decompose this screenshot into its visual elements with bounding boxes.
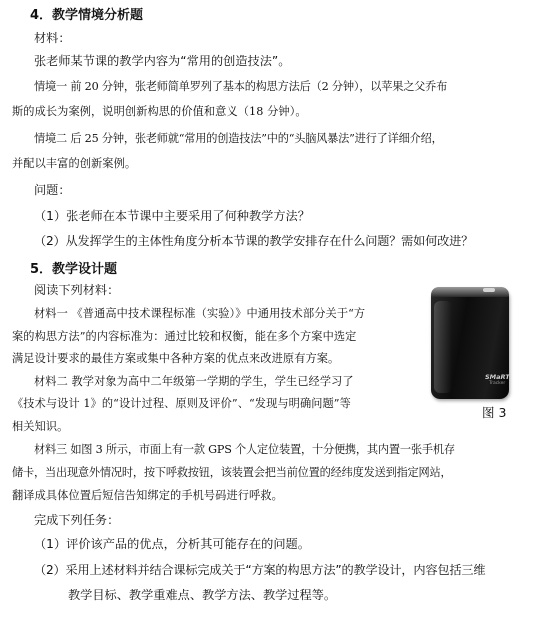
situation-1-line-2: 斯的成长为案例，说明创新构思的价值和意义（18 分钟）。 xyxy=(12,105,307,118)
read-label: 阅读下列材料： xyxy=(34,283,120,297)
gps-device-gloss xyxy=(434,301,452,393)
sos-button-icon xyxy=(483,288,495,292)
task-label: 完成下列任务： xyxy=(34,513,120,527)
material-3-line-3: 翻译成具体位置后短信告知绑定的手机号码进行呼救。 xyxy=(12,489,283,502)
task-2-line-1: （2）采用上述材料并结合课标完成关于“方案的构思方法”的教学设计，内容包括三维 xyxy=(34,563,486,577)
question-label: 问题： xyxy=(34,183,71,197)
material-3-line-1: 材料三 如图 3 所示，市面上有一款 GPS 个人定位装置，十分便携，其内置一张手机存 xyxy=(34,443,455,456)
gps-device-top xyxy=(431,287,509,297)
question-1: （1）张老师在本节课中主要采用了何种教学方法？ xyxy=(34,209,310,223)
figure-caption: 图 3 xyxy=(482,405,507,420)
material-3-line-2: 储卡，当出现意外情况时，按下呼救按钮，该装置会把当前位置的经纬度发送到指定网站， xyxy=(12,466,452,479)
gps-device-image xyxy=(423,287,519,411)
material-2-line-3: 相关知识。 xyxy=(12,420,69,433)
material-2-line-1: 材料二 教学对象为高中二年级第一学期的学生，学生已经学习了 xyxy=(34,375,354,388)
section-4-heading: 4．教学情境分析题 xyxy=(30,8,144,23)
task-2-line-2: 教学目标、教学重难点、教学方法、教学过程等。 xyxy=(68,588,337,602)
intro-text: 张老师某节课的教学内容为“常用的创造技法”。 xyxy=(34,54,291,68)
section-5-heading: 5．教学设计题 xyxy=(30,262,118,277)
material-2-line-2: 《技术与设计 1》的“设计过程、原则及评价”、“发现与明确问题”等 xyxy=(12,397,351,410)
task-1: （1）评价该产品的优点，分析其可能存在的问题。 xyxy=(34,537,310,551)
device-logo: SMaRT xyxy=(485,373,510,381)
material-1-line-2: 案的构思方法”的内容标准为：通过比较和权衡，能在多个方案中选定 xyxy=(12,330,357,343)
situation-2-line-1: 情境二 后 25 分钟，张老师就“常用的创造技法”中的“头脑风暴法”进行了详细介绍， xyxy=(34,132,443,145)
material-1-line-1: 材料一 《普通高中技术课程标准（实验）》中通用技术部分关于“方 xyxy=(34,307,366,320)
situation-1-line-1: 情境一 前 20 分钟，张老师简单罗列了基本的构思方法后（2 分钟），以苹果之父乔布 xyxy=(34,80,448,93)
device-logo-sub: Tracker xyxy=(489,381,506,386)
material-1-line-3: 满足设计要求的最佳方案或集中各种方案的优点来改进原有方案。 xyxy=(12,352,340,365)
question-2: （2）从发挥学生的主体性角度分析本节课的教学安排存在什么问题？需如何改进？ xyxy=(34,234,474,248)
material-label: 材料： xyxy=(34,31,71,45)
situation-2-line-2: 并配以丰富的创新案例。 xyxy=(12,157,137,170)
